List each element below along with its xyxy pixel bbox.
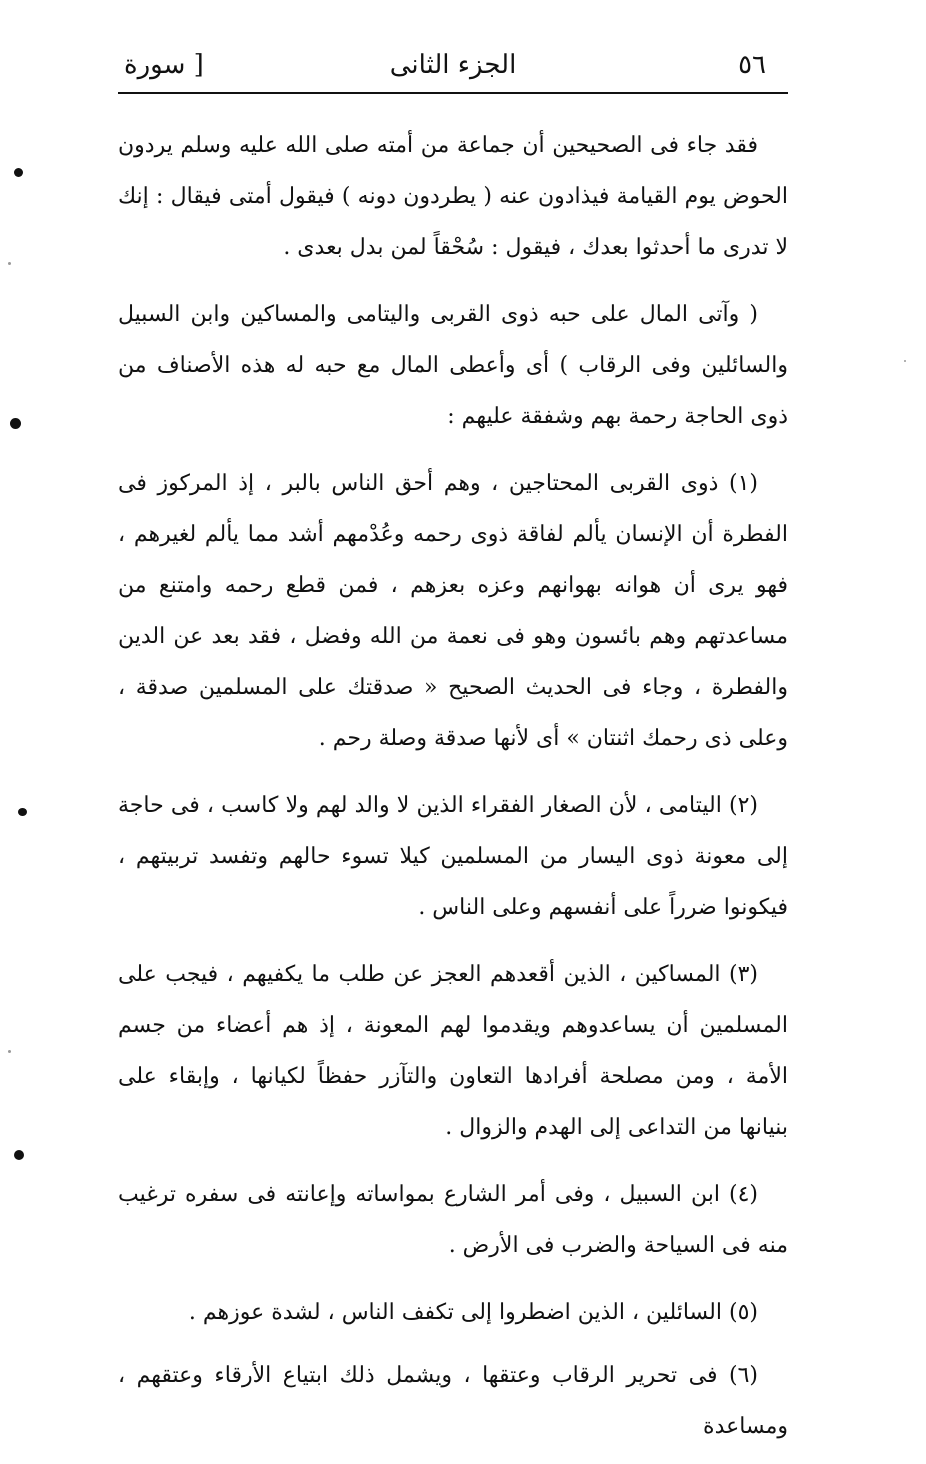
paragraph-wayfarer: (٤) ابن السبيل ، وفى أمر الشارع بمواساته وإعانته فى سفره ترغيب منه فى السياحة والضرب فى الأرض . <box>118 1182 788 1258</box>
paragraph-verse: ( وآتى المال على حبه ذوى القربى واليتامى والمساكين وابن السبيل والسائلين وفى الرقاب ) أى وأعطى المال مع حبه له هذه الأصناف من ذوى الحاجة رحمة بهم وشفقة عليهم : <box>118 302 788 429</box>
paragraph-relatives: (١) ذوى القربى المحتاجين ، وهم أحق الناس بالبر ، إذ المركوز فى الفطرة أن الإنسان يألم لفاقة ذوى رحمه وعُدْمهم أشد مما يألم لغيرهم ، فهو يرى أن هوانه بهوانهم وعزه بعزهم ، فمن قطع رحمه وامتنع من مساعدتهم وهم بائسون وهو فى نعمة من الله وفضل ، فقد بعد عن الدين والفطرة ، وجاء فى الحديث الصحيح « صدقتك على المسلمين صدقة ، وعلى ذى رحمك اثنتان » أى لأنها صدقة وصلة رحم . <box>118 471 788 751</box>
scan-speck <box>14 1150 24 1160</box>
paragraph-slaves: (٦) فى تحرير الرقاب وعتقها ، ويشمل ذلك ابتياع الأرقاء وعتقهم ، ومساعدة <box>118 1363 788 1439</box>
scan-speck <box>904 360 906 362</box>
scan-speck <box>8 262 11 265</box>
paragraph-hadith: فقد جاء فى الصحيحين أن جماعة من أمته صلى الله عليه وسلم يردون الحوض يوم القيامة فيذادون عنه ( يطردون دونه ) فيقول أمتى فيقال : إنك لا تدرى ما أحدثوا بعدك ، فيقول : سُحْقاً لمن بدل بعدى . <box>118 133 788 260</box>
scan-speck <box>8 1050 11 1053</box>
paragraph-beggars: (٥) السائلين ، الذين اضطروا إلى تكفف الناس ، لشدة عوزهم . <box>188 1300 758 1325</box>
scan-speck <box>14 168 23 177</box>
page-number: ٥٦ <box>738 50 766 80</box>
paragraph-needy: (٣) المساكين ، الذين أقعدهم العجز عن طلب ما يكفيهم ، فيجب على المسلمين أن يساعدوهم ويقدموا لهم المعونة ، إذ هم أعضاء من جسم الأمة ، ومن مصلحة أفرادها التعاون والتآزر حفظاً لكيانها ، وإبقاء على بنيانها من التداعى إلى الهدم والزوال . <box>118 962 788 1140</box>
paragraph-orphans: (٢) اليتامى ، لأن الصغار الفقراء الذين لا والد لهم ولا كاسب ، فى حاجة إلى معونة ذوى اليسار من المسلمين كيلا تسوء حالهم وتفسد تربيتهم ، فيكونوا ضرراً على أنفسهم وعلى الناس . <box>118 793 788 920</box>
page-header <box>118 42 788 94</box>
surah-label: [ سورة <box>124 50 204 80</box>
body-text <box>118 120 788 1464</box>
scan-speck <box>18 808 27 816</box>
part-title: الجزء الثانى <box>389 50 517 80</box>
scan-speck <box>10 418 21 429</box>
